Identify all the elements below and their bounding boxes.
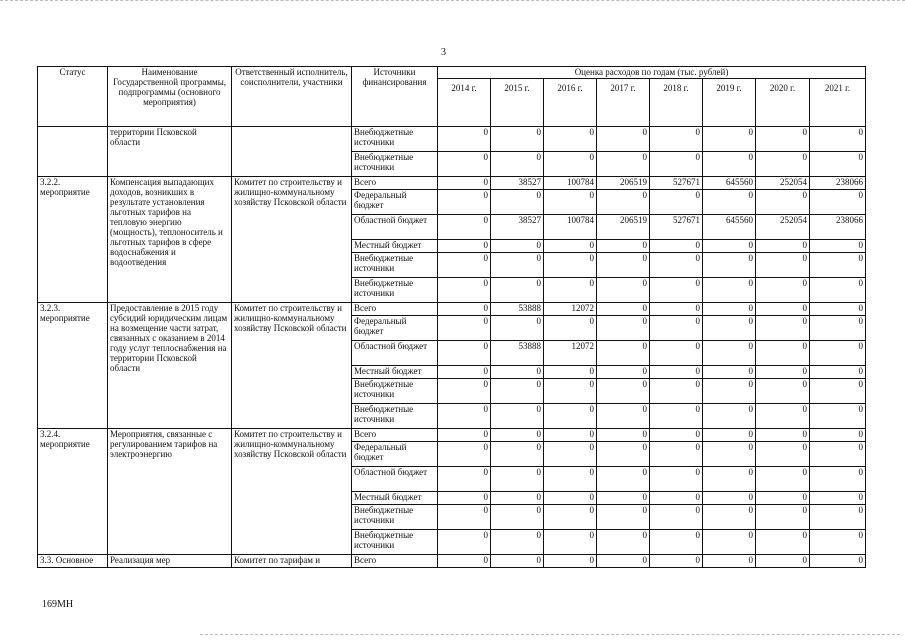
value-cell: 0: [491, 316, 544, 341]
value-cell: 0: [597, 152, 650, 177]
value-cell: 0: [438, 278, 491, 303]
value-cell: 0: [438, 316, 491, 341]
value-cell: 0: [491, 530, 544, 555]
header-name: Наименование Государственной программы, подпрограммы (основного мероприятия): [108, 67, 232, 127]
value-cell: 0: [438, 505, 491, 530]
value-cell: 0: [810, 492, 866, 505]
value-cell: 0: [703, 530, 756, 555]
value-cell: 0: [491, 467, 544, 492]
value-cell: 0: [650, 404, 703, 429]
value-cell: 0: [597, 240, 650, 253]
value-cell: 0: [491, 190, 544, 215]
value-cell: 0: [438, 530, 491, 555]
header-status: Статус: [38, 67, 108, 127]
value-cell: 0: [703, 278, 756, 303]
source-cell: Местный бюджет: [352, 366, 438, 379]
value-cell: 0: [438, 303, 491, 316]
value-cell: 0: [650, 303, 703, 316]
value-cell: 0: [703, 379, 756, 404]
value-cell: 0: [756, 240, 810, 253]
value-cell: 0: [650, 152, 703, 177]
value-cell: 0: [703, 429, 756, 442]
status-cell: [38, 127, 108, 177]
value-cell: 0: [703, 404, 756, 429]
header-year: 2014 г.: [438, 79, 491, 127]
value-cell: 0: [544, 316, 597, 341]
value-cell: 38527: [491, 177, 544, 190]
source-cell: Областной бюджет: [352, 215, 438, 240]
header-year: 2021 г.: [810, 79, 866, 127]
value-cell: 0: [544, 278, 597, 303]
table-row: [38, 177, 866, 190]
header-year: 2018 г.: [650, 79, 703, 127]
source-cell: Федеральный бюджет: [352, 316, 438, 341]
value-cell: 0: [703, 467, 756, 492]
value-cell: 0: [650, 530, 703, 555]
responsible-cell: Комитет по строительству и жилищно-коммунальному хозяйству Псковской области: [232, 177, 352, 303]
value-cell: 0: [438, 341, 491, 366]
value-cell: 0: [650, 366, 703, 379]
source-cell: Всего: [352, 555, 438, 568]
source-cell: Внебюджетные источники: [352, 404, 438, 429]
value-cell: 0: [650, 467, 703, 492]
value-cell: 38527: [491, 215, 544, 240]
page-number: 3: [441, 47, 446, 58]
value-cell: 0: [597, 505, 650, 530]
expenses-table: [37, 66, 866, 568]
value-cell: 0: [438, 215, 491, 240]
value-cell: 0: [756, 303, 810, 316]
value-cell: 0: [597, 492, 650, 505]
responsible-cell: Комитет по строительству и жилищно-коммунальному хозяйству Псковской области: [232, 303, 352, 429]
value-cell: 0: [491, 492, 544, 505]
value-cell: 0: [438, 152, 491, 177]
source-cell: Всего: [352, 303, 438, 316]
value-cell: 0: [544, 379, 597, 404]
value-cell: 0: [544, 442, 597, 467]
value-cell: 0: [810, 303, 866, 316]
value-cell: 0: [650, 316, 703, 341]
value-cell: 0: [703, 316, 756, 341]
source-cell: Внебюджетные источники: [352, 505, 438, 530]
value-cell: 0: [703, 505, 756, 530]
value-cell: 0: [650, 253, 703, 278]
value-cell: 0: [650, 341, 703, 366]
value-cell: 0: [650, 505, 703, 530]
value-cell: 0: [650, 492, 703, 505]
name-cell: Реализация мер: [108, 555, 232, 568]
value-cell: 0: [650, 379, 703, 404]
value-cell: 0: [544, 429, 597, 442]
value-cell: 0: [756, 278, 810, 303]
value-cell: 0: [597, 366, 650, 379]
value-cell: 0: [703, 341, 756, 366]
source-cell: Внебюджетные источники: [352, 530, 438, 555]
value-cell: 0: [650, 190, 703, 215]
value-cell: 0: [650, 442, 703, 467]
source-cell: Областной бюджет: [352, 341, 438, 366]
value-cell: 100784: [544, 215, 597, 240]
header-year: 2019 г.: [703, 79, 756, 127]
value-cell: 252054: [756, 215, 810, 240]
source-cell: Областной бюджет: [352, 467, 438, 492]
status-cell: 3.2.3. мероприятие: [38, 303, 108, 429]
value-cell: 0: [491, 278, 544, 303]
name-cell: территории Псковской области: [108, 127, 232, 177]
value-cell: 0: [544, 152, 597, 177]
value-cell: 0: [544, 505, 597, 530]
value-cell: 0: [810, 278, 866, 303]
source-cell: Внебюджетные источники: [352, 253, 438, 278]
header-estimate: Оценка расходов по годам (тыс. рублей): [438, 67, 866, 79]
value-cell: 0: [597, 429, 650, 442]
value-cell: 0: [491, 555, 544, 568]
value-cell: 0: [810, 341, 866, 366]
responsible-cell: Комитет по строительству и жилищно-коммунальному хозяйству Псковской области: [232, 429, 352, 555]
value-cell: 206519: [597, 215, 650, 240]
value-cell: 0: [810, 442, 866, 467]
value-cell: 0: [810, 253, 866, 278]
value-cell: 0: [491, 429, 544, 442]
value-cell: 0: [544, 467, 597, 492]
table-row: [38, 303, 866, 316]
value-cell: 0: [597, 555, 650, 568]
value-cell: 0: [703, 253, 756, 278]
value-cell: 0: [756, 530, 810, 555]
value-cell: 0: [597, 303, 650, 316]
value-cell: 645560: [703, 215, 756, 240]
status-cell: 3.2.2. мероприятие: [38, 177, 108, 303]
value-cell: 0: [810, 152, 866, 177]
value-cell: 0: [491, 379, 544, 404]
value-cell: 527671: [650, 177, 703, 190]
header-year: 2017 г.: [597, 79, 650, 127]
value-cell: 0: [756, 429, 810, 442]
value-cell: 0: [597, 278, 650, 303]
name-cell: Мероприятия, связанные с регулированием тарифов на электроэнергию: [108, 429, 232, 555]
value-cell: 0: [756, 190, 810, 215]
value-cell: 0: [810, 316, 866, 341]
status-cell: 3.2.4. мероприятие: [38, 429, 108, 555]
value-cell: 0: [810, 127, 866, 152]
value-cell: 0: [544, 404, 597, 429]
value-cell: 0: [438, 240, 491, 253]
value-cell: 0: [597, 379, 650, 404]
value-cell: 0: [756, 366, 810, 379]
value-cell: 0: [544, 240, 597, 253]
value-cell: 206519: [597, 177, 650, 190]
value-cell: 0: [597, 467, 650, 492]
value-cell: 0: [756, 127, 810, 152]
value-cell: 0: [756, 404, 810, 429]
value-cell: 0: [650, 555, 703, 568]
value-cell: 0: [650, 429, 703, 442]
name-cell: Компенсация выпадающих доходов, возникших в результате установления льготных тарифов на тепловую энергию (мощность), теплоноситель и льготных тарифов в сфере водоснабжения и водоотведения: [108, 177, 232, 303]
value-cell: 0: [438, 429, 491, 442]
value-cell: 0: [597, 127, 650, 152]
value-cell: 0: [756, 316, 810, 341]
table-row: [38, 127, 866, 152]
value-cell: 0: [491, 505, 544, 530]
responsible-cell: [232, 127, 352, 177]
value-cell: 0: [810, 505, 866, 530]
source-cell: Внебюджетные источники: [352, 127, 438, 152]
value-cell: 0: [810, 530, 866, 555]
scan-top-edge: [0, 0, 905, 5]
value-cell: 0: [544, 366, 597, 379]
value-cell: 0: [703, 442, 756, 467]
value-cell: 0: [544, 190, 597, 215]
header-year: 2016 г.: [544, 79, 597, 127]
value-cell: 0: [756, 492, 810, 505]
value-cell: 0: [597, 341, 650, 366]
name-cell: Предоставление в 2015 году субсидий юридическим лицам на возмещение части затрат, связанных с оказанием в 2014 году услуг теплоснабжения на территории Псковской области: [108, 303, 232, 429]
value-cell: 0: [438, 467, 491, 492]
value-cell: 0: [650, 278, 703, 303]
source-cell: Внебюджетные источники: [352, 278, 438, 303]
value-cell: 0: [756, 467, 810, 492]
value-cell: 0: [703, 366, 756, 379]
value-cell: 0: [597, 190, 650, 215]
responsible-cell: Комитет по тарифам и: [232, 555, 352, 568]
value-cell: 0: [810, 404, 866, 429]
value-cell: 12072: [544, 341, 597, 366]
value-cell: 0: [491, 404, 544, 429]
value-cell: 0: [703, 152, 756, 177]
source-cell: Всего: [352, 429, 438, 442]
header-year: 2020 г.: [756, 79, 810, 127]
value-cell: 0: [756, 152, 810, 177]
value-cell: 0: [703, 555, 756, 568]
value-cell: 0: [544, 127, 597, 152]
value-cell: 0: [810, 467, 866, 492]
value-cell: 0: [438, 404, 491, 429]
value-cell: 100784: [544, 177, 597, 190]
value-cell: 0: [544, 530, 597, 555]
value-cell: 0: [756, 442, 810, 467]
source-cell: Внебюджетные источники: [352, 152, 438, 177]
status-cell: 3.3. Основное: [38, 555, 108, 568]
header-responsible: Ответственный исполнитель, соисполнители, участники: [232, 67, 352, 127]
table-row: [38, 555, 866, 568]
value-cell: 0: [438, 492, 491, 505]
value-cell: 527671: [650, 215, 703, 240]
value-cell: 0: [756, 555, 810, 568]
value-cell: 0: [650, 240, 703, 253]
table-row: [38, 429, 866, 442]
value-cell: 238066: [810, 215, 866, 240]
value-cell: 0: [491, 253, 544, 278]
value-cell: 0: [438, 379, 491, 404]
value-cell: 0: [703, 240, 756, 253]
source-cell: Внебюджетные источники: [352, 379, 438, 404]
header-sources: Источники финансирования: [352, 67, 438, 127]
source-cell: Всего: [352, 177, 438, 190]
value-cell: 0: [597, 404, 650, 429]
value-cell: 0: [544, 253, 597, 278]
value-cell: 0: [544, 492, 597, 505]
value-cell: 0: [597, 316, 650, 341]
value-cell: 0: [810, 429, 866, 442]
value-cell: 252054: [756, 177, 810, 190]
value-cell: 0: [810, 555, 866, 568]
value-cell: 0: [438, 127, 491, 152]
header-year: 2015 г.: [491, 79, 544, 127]
value-cell: 0: [438, 253, 491, 278]
value-cell: 0: [756, 253, 810, 278]
value-cell: 0: [703, 492, 756, 505]
source-cell: Федеральный бюджет: [352, 442, 438, 467]
value-cell: 0: [810, 240, 866, 253]
value-cell: 0: [491, 127, 544, 152]
value-cell: 0: [756, 341, 810, 366]
source-cell: Федеральный бюджет: [352, 190, 438, 215]
value-cell: 0: [756, 379, 810, 404]
value-cell: 0: [438, 442, 491, 467]
value-cell: 0: [491, 366, 544, 379]
value-cell: 0: [438, 555, 491, 568]
value-cell: 0: [650, 127, 703, 152]
value-cell: 0: [810, 379, 866, 404]
footer-code: 169МН: [42, 599, 74, 610]
value-cell: 0: [703, 303, 756, 316]
value-cell: 0: [438, 177, 491, 190]
value-cell: 0: [438, 190, 491, 215]
value-cell: 0: [491, 240, 544, 253]
value-cell: 645560: [703, 177, 756, 190]
source-cell: Местный бюджет: [352, 240, 438, 253]
value-cell: 0: [756, 505, 810, 530]
value-cell: 53888: [491, 303, 544, 316]
source-cell: Местный бюджет: [352, 492, 438, 505]
value-cell: 0: [810, 366, 866, 379]
value-cell: 0: [597, 442, 650, 467]
value-cell: 0: [544, 555, 597, 568]
scan-bottom-edge: [200, 634, 900, 635]
value-cell: 0: [438, 366, 491, 379]
value-cell: 0: [491, 442, 544, 467]
value-cell: 53888: [491, 341, 544, 366]
value-cell: 0: [810, 190, 866, 215]
value-cell: 0: [491, 152, 544, 177]
value-cell: 0: [703, 190, 756, 215]
value-cell: 0: [703, 127, 756, 152]
value-cell: 0: [597, 253, 650, 278]
value-cell: 12072: [544, 303, 597, 316]
value-cell: 238066: [810, 177, 866, 190]
value-cell: 0: [597, 530, 650, 555]
